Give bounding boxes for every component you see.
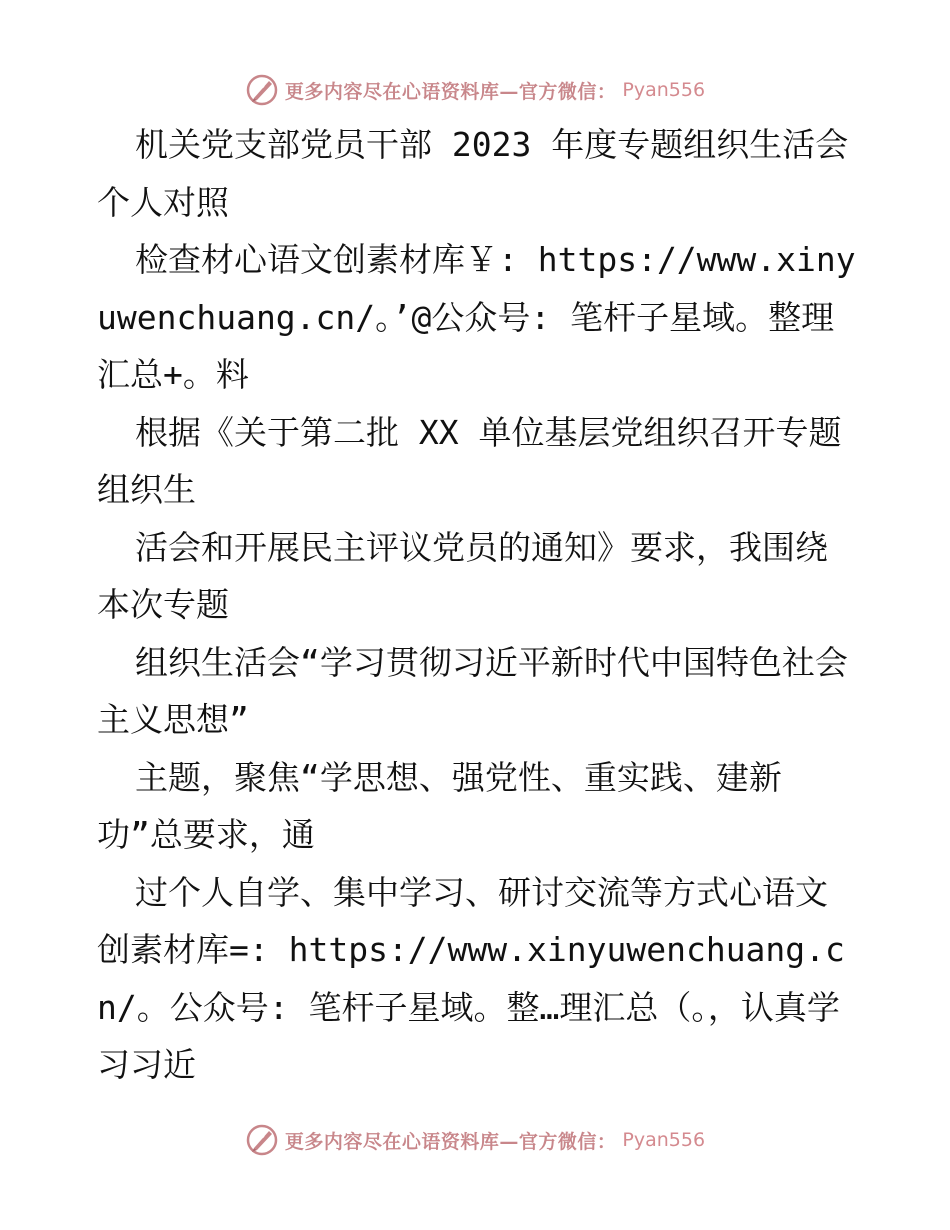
- watermark-text: 更多内容尽在心语资料库—官方微信：: [284, 80, 617, 103]
- paragraph: 过个人自学、集中学习、研讨交流等方式心语文创素材库=: https://www.xinyuwenchuang.cn/。公众号: 笔杆子星域。整…理汇总（。，认真学习习近: [97, 872, 845, 1084]
- paragraph: 主题，聚焦“学思想、强党性、重实践、建新功”总要求，通: [97, 757, 782, 854]
- header-watermark: [0, 70, 950, 110]
- watermark-text: 更多内容尽在心语资料库—官方微信：: [284, 1130, 617, 1153]
- quill-seal-icon: [245, 1123, 279, 1157]
- quill-seal-icon: [245, 73, 279, 107]
- watermark-wechat-id: Pyan556: [622, 79, 706, 101]
- paragraph: 组织生活会“学习贯彻习近平新时代中国特色社会主义思想”: [97, 642, 848, 739]
- document-body: [97, 116, 857, 1094]
- paragraph: 检查材心语文创素材库￥: https://www.xinyuwenchuang.cn/。’@公众号: 笔杆子星域。整理汇总+。料: [97, 240, 856, 394]
- document-title: 机关党支部党员干部 2023 年度专题组织生活会个人对照: [97, 125, 849, 222]
- paragraph: 根据《关于第二批 XX 单位基层党组织召开专题组织生: [97, 412, 842, 509]
- watermark-wechat-id: Pyan556: [622, 1129, 706, 1151]
- paragraph: 活会和开展民主评议党员的通知》要求，我围绕本次专题: [97, 527, 828, 624]
- footer-watermark: [0, 1120, 950, 1160]
